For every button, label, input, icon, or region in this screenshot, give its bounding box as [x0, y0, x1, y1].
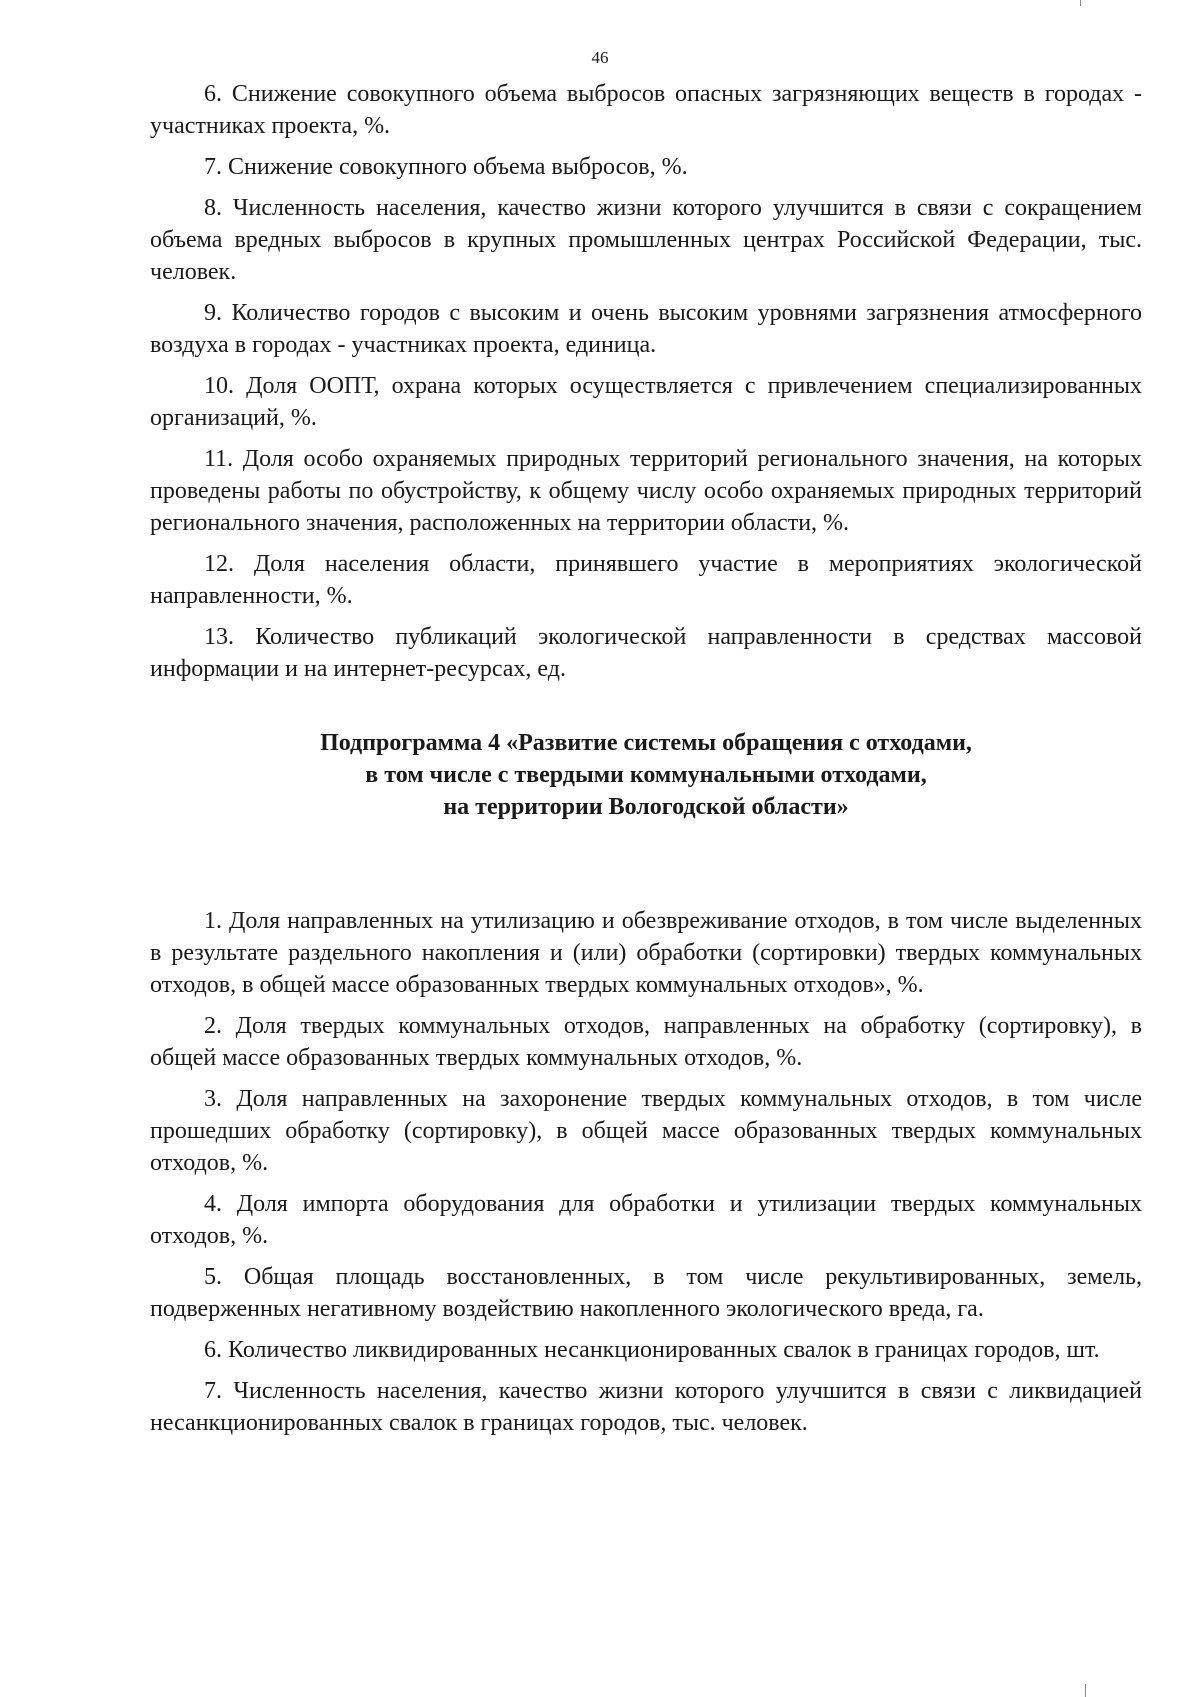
list-item: 2. Доля твердых коммунальных отходов, направленных на обработку (сортировку), в общей массе образованных твердых коммунальных отходов, %.	[150, 1013, 1142, 1071]
list-item: 6. Количество ликвидированных несанкционированных свалок в границах городов, шт.	[204, 1337, 1100, 1363]
list-item: 8. Численность населения, качество жизни которого улучшится в связи с сокращением объема вредных выбросов в крупных промышленных центрах Российской Федерации, тыс. человек.	[150, 195, 1142, 285]
list-item: 9. Количество городов с высоким и очень высоким уровнями загрязнения атмосферного воздуха в городах - участниках проекта, единица.	[150, 300, 1142, 358]
scan-artifact-top	[1080, 0, 1081, 6]
list-item: 13. Количество публикаций экологической направленности в средствах массовой информации и на интернет-ресурсах, ед.	[150, 624, 1142, 682]
document-body	[150, 78, 1142, 1448]
list-item: 1. Доля направленных на утилизацию и обезвреживание отходов, в том числе выделенных в результате раздельного накопления и (или) обработки (сортировки) твердых коммунальных отходов, в общей массе образованных твердых коммунальных отходов», %.	[150, 908, 1142, 998]
list-item: 3. Доля направленных на захоронение твердых коммунальных отходов, в том числе прошедших обработку (сортировку), в общей массе образованных твердых коммунальных отходов, %.	[150, 1086, 1142, 1176]
heading-line-3: на территории Вологодской области»	[443, 794, 849, 820]
list-item: 7. Численность населения, качество жизни которого улучшится в связи с ликвидацией несанкционированных свалок в границах городов, тыс. человек.	[150, 1378, 1142, 1436]
page-number: 46	[591, 48, 609, 67]
list-item: 5. Общая площадь восстановленных, в том числе рекультивированных, земель, подверженных негативному воздействию накопленного экологического вреда, га.	[150, 1264, 1142, 1322]
subprogram-heading	[150, 727, 1142, 823]
heading-line-2: в том числе с твердыми коммунальными отходами,	[365, 762, 927, 788]
list-item: 12. Доля населения области, принявшего участие в мероприятиях экологической направленности, %.	[150, 551, 1142, 609]
list-item: 11. Доля особо охраняемых природных территорий регионального значения, на которых проведены работы по обустройству, к общему числу особо охраняемых природных территорий регионального значения, расположенных на территории области, %.	[150, 446, 1142, 536]
indicator-list-section-1	[150, 78, 1142, 685]
heading-line-1: Подпрограмма 4 «Развитие системы обращения с отходами,	[320, 730, 972, 756]
list-item: 4. Доля импорта оборудования для обработки и утилизации твердых коммунальных отходов, %.	[150, 1191, 1142, 1249]
list-item: 7. Снижение совокупного объема выбросов, %.	[204, 154, 688, 180]
indicator-list-section-2	[150, 905, 1142, 1439]
scan-artifact-bottom	[1085, 1684, 1086, 1697]
list-item: 6. Снижение совокупного объема выбросов опасных загрязняющих веществ в городах - участниках проекта, %.	[150, 81, 1142, 139]
list-item: 10. Доля ООПТ, охрана которых осуществляется с привлечением специализированных организаций, %.	[150, 373, 1142, 431]
